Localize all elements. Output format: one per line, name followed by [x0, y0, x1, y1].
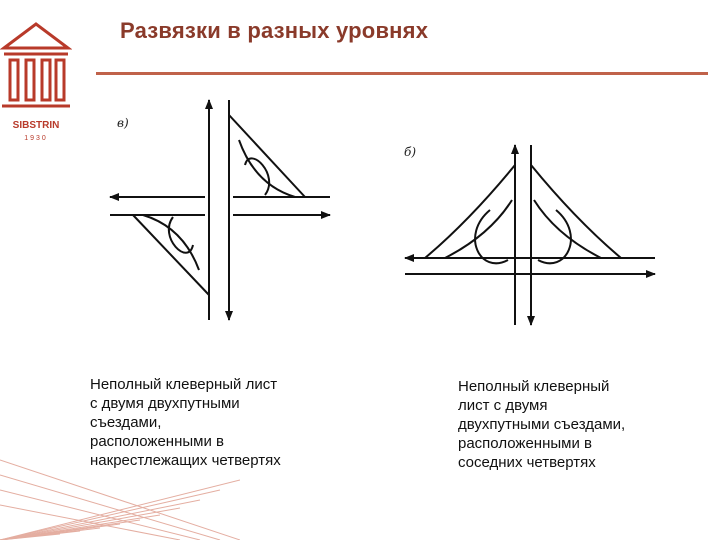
interchange-diagram-left — [105, 95, 340, 325]
university-logo — [0, 14, 72, 144]
logo-year: 1930 — [24, 135, 48, 142]
diagram-label-left: в) — [117, 116, 129, 130]
diagram-label-right: б) — [404, 145, 417, 159]
building-icon — [2, 24, 70, 106]
caption-right: Неполный клеверный лист с двумя двухпутными съездами, расположенными в соседних четвертях — [458, 378, 626, 471]
decorative-corner-rays — [0, 420, 240, 540]
title-divider — [96, 72, 708, 75]
slide-title: Развязки в разных уровнях — [120, 18, 429, 43]
interchange-diagram-right — [400, 140, 665, 330]
caption-left: Неполный клеверный лист с двумя двухпутными съездами, расположенными в накрестлежащих четвертях — [90, 376, 281, 469]
logo-name: SIBSTRIN — [12, 120, 60, 131]
